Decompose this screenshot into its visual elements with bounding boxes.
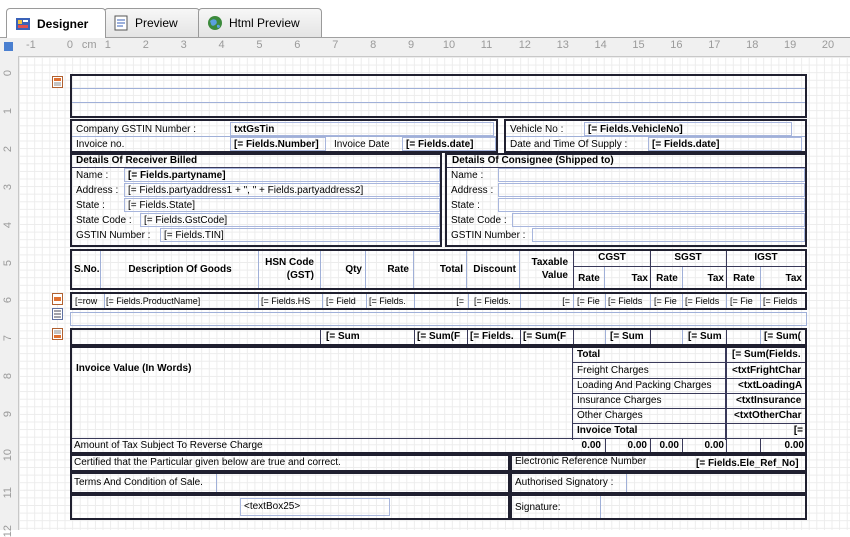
col-qty: Qty <box>345 264 362 275</box>
sum-qty[interactable]: [= Sum <box>326 331 360 342</box>
invoice-date-label: Invoice Date <box>334 139 390 150</box>
col-cgst: CGST <box>598 252 626 263</box>
col-description: Description Of Goods <box>128 264 232 275</box>
ruler-vertical <box>0 56 19 537</box>
col-hsn-line1: HSN Code <box>265 257 314 268</box>
ruler-tick-label: 7 <box>332 39 339 51</box>
ruler-tick-label: 13 <box>556 39 569 51</box>
sgst-rate: Rate <box>656 273 678 284</box>
reverse-zero-1[interactable]: 0.00 <box>581 440 601 451</box>
consignee-title: Details Of Consignee (Shipped to) <box>452 155 614 166</box>
ruler-tick-label: 10 <box>2 449 14 462</box>
invoice-total-value[interactable]: [= <box>793 425 803 436</box>
col-sgst: SGST <box>674 252 702 263</box>
ruler-tick-label: 18 <box>746 39 759 51</box>
detail-row-no[interactable]: [=row <box>75 296 98 306</box>
receiver-name-label: Name : <box>76 170 109 181</box>
globe-icon <box>207 15 223 31</box>
invoice-no-label: Invoice no. <box>76 139 125 150</box>
ruler-tick-label: 5 <box>256 39 263 51</box>
ruler-tick-label: 10 <box>442 39 456 51</box>
other-label: Other Charges <box>577 410 643 421</box>
col-taxable-line2: Value <box>541 270 568 281</box>
report-layout <box>70 74 807 520</box>
consignee-state-label: State : <box>451 200 480 211</box>
ruler-tick-label: 0 <box>66 39 74 51</box>
col-rate: Rate <box>387 264 409 275</box>
ruler-tick-label: 16 <box>670 39 683 51</box>
tab-label: Designer <box>37 16 89 31</box>
col-sno: S.No. <box>74 264 100 275</box>
ruler-unit-label: cm <box>81 39 97 51</box>
consignee-statecode-label: State Code : <box>451 215 507 226</box>
insurance-label: Insurance Charges <box>577 395 662 406</box>
reverse-charge-label: Amount of Tax Subject To Reverse Charge <box>74 440 263 451</box>
sum-discount[interactable]: [= Fields. <box>470 331 514 342</box>
receiver-title: Details Of Receiver Billed <box>76 155 198 166</box>
auth-label: Authorised Signatory : <box>515 477 614 488</box>
ruler-tick-label: 6 <box>2 297 14 304</box>
designer-icon <box>15 16 31 32</box>
ruler-tick-label: 8 <box>370 39 377 51</box>
certified-text: Certified that the Particular given below are true and correct. <box>74 457 341 468</box>
supply-date-value[interactable]: [= Fields.date] <box>652 139 720 150</box>
total-value[interactable]: [= Sum(Fields. <box>732 349 801 360</box>
detail-cgst-rate[interactable]: [= Fie <box>577 296 600 306</box>
ruler-tick-label: 17 <box>708 39 721 51</box>
ruler-horizontal <box>0 38 850 57</box>
reverse-zero-3[interactable]: 0.00 <box>659 440 679 451</box>
ruler-tick-label: 9 <box>408 39 415 51</box>
ruler-tick-label: 4 <box>218 39 225 51</box>
other-value[interactable]: <txtOtherChar <box>734 410 802 421</box>
freight-label: Freight Charges <box>577 365 649 376</box>
sum-igst[interactable]: [= Sum( <box>764 331 801 342</box>
ruler-tick-label: 11 <box>480 39 493 51</box>
group-footer-band[interactable] <box>70 312 807 326</box>
ruler-tick-label: 4 <box>2 221 14 228</box>
reverse-zero-5[interactable]: 0.00 <box>784 440 804 451</box>
igst-tax: Tax <box>785 273 802 284</box>
loading-value[interactable]: <txtLoadingA <box>738 380 803 391</box>
sum-total[interactable]: [= Sum(F <box>417 331 461 342</box>
ruler-tick-label: 20 <box>821 39 835 51</box>
signature-label: Signature: <box>515 502 561 513</box>
consignee-name-label: Name : <box>451 170 484 181</box>
reverse-zero-2[interactable]: 0.00 <box>627 440 647 451</box>
company-gstin-label: Company GSTIN Number : <box>76 124 197 135</box>
ruler-tick-label: 12 <box>2 524 14 537</box>
detail-cgst-tax[interactable]: [= Fields <box>608 296 643 306</box>
detail-product-name[interactable]: [= Fields.ProductName] <box>106 296 201 306</box>
eref-label: Electronic Reference Number <box>515 456 647 467</box>
detail-rate[interactable]: [= Fields. <box>369 296 406 306</box>
reverse-zero-4[interactable]: 0.00 <box>704 440 724 451</box>
receiver-name-value[interactable]: [= Fields.partyname] <box>128 170 226 181</box>
col-discount: Discount <box>473 264 516 275</box>
preview-icon <box>113 15 129 31</box>
col-taxable-line1: Taxable <box>531 257 568 268</box>
col-igst: IGST <box>754 252 778 263</box>
detail-qty[interactable]: [= Field <box>326 296 356 306</box>
tab-html-preview[interactable] <box>198 8 322 37</box>
col-hsn-line2: (GST) <box>286 270 314 281</box>
ruler-tick-label: 9 <box>2 411 14 418</box>
tab-preview[interactable] <box>104 8 200 37</box>
company-gstin-value[interactable]: txtGsTin <box>234 124 275 135</box>
page-header-band[interactable] <box>70 74 807 118</box>
ruler-tick-label: 11 <box>2 486 14 499</box>
vehicle-no-value[interactable]: [= Fields.VehicleNo] <box>588 124 683 135</box>
page-header-band-icon <box>52 76 63 88</box>
ruler-tick-label: 6 <box>294 39 301 51</box>
ruler-corner-button[interactable] <box>4 42 13 51</box>
invoice-words-label: Invoice Value (In Words) <box>76 363 192 374</box>
total-label: Total <box>577 349 601 360</box>
ruler-tick-label: 14 <box>594 39 607 51</box>
page-footer-band-icon <box>52 328 63 340</box>
invoice-no-value[interactable]: [= Fields.Number] <box>234 139 319 150</box>
loading-label: Loading And Packing Charges <box>577 380 712 391</box>
sum-sgst[interactable]: [= Sum <box>688 331 722 342</box>
igst-rate: Rate <box>733 273 755 284</box>
ruler-tick-label: 7 <box>2 335 14 342</box>
ruler-tick-label: 8 <box>2 373 14 380</box>
ruler-tick-label: 5 <box>2 259 14 266</box>
ruler-tick-label: 0 <box>2 70 14 77</box>
detail-sgst-rate[interactable]: [= Fie <box>654 296 677 306</box>
col-total: Total <box>439 264 463 275</box>
cgst-tax: Tax <box>631 273 648 284</box>
group-band-icon <box>52 308 63 320</box>
receiver-address-value[interactable]: [= Fields.partyaddress1 + ", " + Fields.partyaddress2] <box>128 185 364 196</box>
detail-hsn[interactable]: [= Fields.HS <box>261 296 311 306</box>
ruler-tick-label: 15 <box>632 39 645 51</box>
detail-discount[interactable]: [= Fields. <box>474 296 511 306</box>
sum-taxable[interactable]: [= Sum(F <box>523 331 567 342</box>
ruler-tick-label: 1 <box>104 39 111 51</box>
receiver-gstin-value[interactable]: [= Fields.TIN] <box>164 230 224 241</box>
ruler-tick-label: 3 <box>2 183 14 190</box>
receiver-state-value[interactable]: [= Fields.State] <box>128 200 195 211</box>
ruler-tick-label: 3 <box>180 39 187 51</box>
ruler-tick-label: -1 <box>26 39 36 51</box>
detail-total[interactable]: [= <box>456 296 464 306</box>
textbox-25-label: <textBox25> <box>244 501 301 512</box>
eref-value[interactable]: [= Fields.Ele_Ref_No] <box>696 458 799 469</box>
insurance-value[interactable]: <txtInsurance <box>736 395 802 406</box>
tab-label: Preview <box>135 16 178 30</box>
vehicle-no-label: Vehicle No : <box>510 124 564 135</box>
tab-designer[interactable] <box>6 8 106 38</box>
tab-label: Html Preview <box>229 16 300 30</box>
ruler-tick-label: 2 <box>2 145 14 152</box>
ruler-tick-label: 12 <box>518 39 531 51</box>
receiver-gstin-label: GSTIN Number : <box>76 230 151 241</box>
detail-igst-rate[interactable]: [= Fie <box>730 296 753 306</box>
terms-label: Terms And Condition of Sale. <box>74 477 203 488</box>
cgst-rate: Rate <box>578 273 600 284</box>
detail-sgst-tax[interactable]: [= Fields <box>685 296 720 306</box>
freight-value[interactable]: <txtFrightChar <box>732 365 802 376</box>
receiver-address-label: Address : <box>76 185 119 196</box>
receiver-statecode-value[interactable]: [= Fields.GstCode] <box>144 215 228 226</box>
receiver-state-label: State : <box>76 200 105 211</box>
sgst-tax: Tax <box>707 273 724 284</box>
supply-date-label: Date and Time Of Supply : <box>510 139 628 150</box>
ruler-tick-label: 2 <box>142 39 149 51</box>
tab-strip <box>0 0 850 38</box>
ruler-tick-label: 19 <box>784 39 797 51</box>
invoice-date-value[interactable]: [= Fields.date] <box>406 139 474 150</box>
invoice-total-label: Invoice Total <box>577 425 638 436</box>
consignee-address-label: Address : <box>451 185 494 196</box>
ruler-tick-label: 1 <box>2 107 14 115</box>
consignee-gstin-label: GSTIN Number : <box>451 230 526 241</box>
detail-taxable[interactable]: [= <box>562 296 570 306</box>
detail-igst-tax[interactable]: [= Fields <box>763 296 798 306</box>
sum-cgst[interactable]: [= Sum <box>610 331 644 342</box>
receiver-statecode-label: State Code : <box>76 215 132 226</box>
detail-band-icon <box>52 293 63 305</box>
